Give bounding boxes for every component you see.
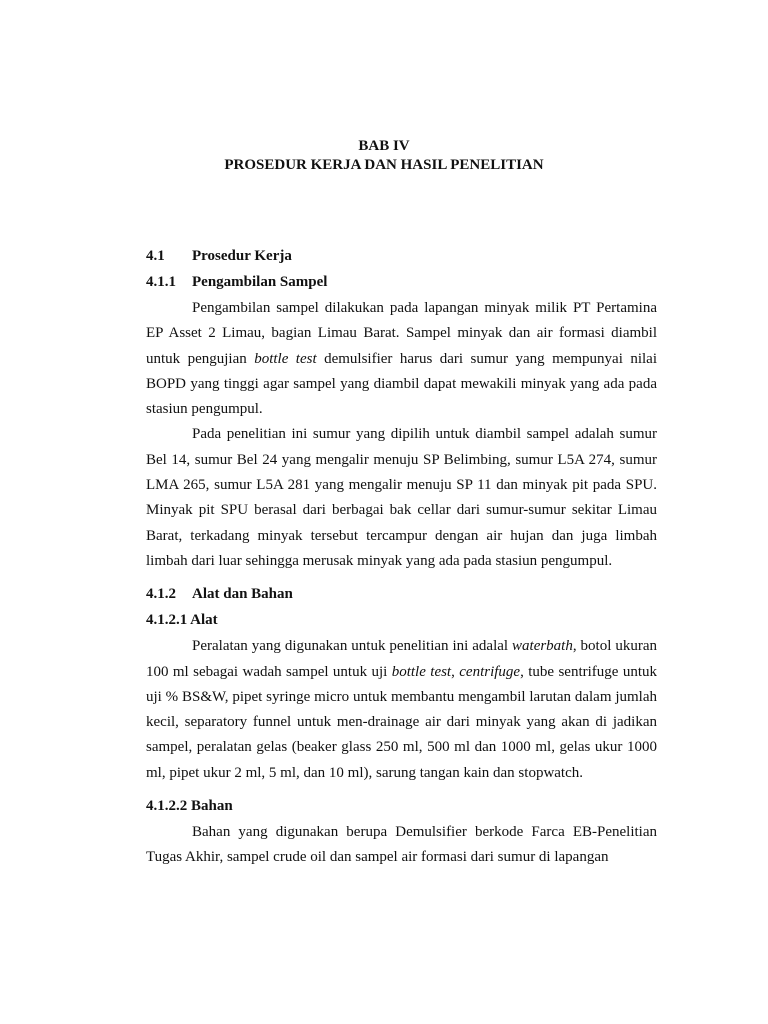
document-body: [146, 244, 657, 871]
paragraph-alat: [146, 634, 657, 786]
heading-number: 4.1: [146, 248, 165, 264]
text-run: , tube sentrifuge untuk uji % BS&W, pipet syringe micro untuk membantu mengambil larutan dalam jumlah kecil, separatory funnel untuk men-drainage air dari minyak yang akan di jadikan sampel, peralatan gelas (beaker glass 250 ml, 500 ml dan 1000 ml, gelas ukur 1000 ml, pipet ukur 2 ml, 5 ml, dan 10 ml), sarung tangan kain dan stopwatch.: [146, 663, 657, 781]
heading-4-1-1: [146, 270, 657, 294]
italic-term: waterbath: [512, 638, 573, 655]
text-run: ,: [451, 663, 460, 680]
italic-term: bottle test: [254, 350, 317, 367]
text-run: Pengambilan sampel dilakukan pada lapangan minyak milik PT Pertamina EP Asset 2 Limau, bagian Limau Barat. Sampel minyak dan air formasi diambil untuk pengujian: [146, 300, 657, 367]
italic-term: bottle test: [391, 663, 452, 680]
heading-text: Alat dan Bahan: [192, 586, 293, 603]
heading-4-1-2: [146, 582, 657, 606]
chapter-number: BAB IV: [358, 138, 410, 154]
text-run: demulsifier harus dari sumur yang mempunyai nilai BOPD yang tinggi agar sampel yang diambil dapat mewakili minyak yang ada pada stasiun pengumpul.: [146, 350, 657, 418]
chapter-heading: PROSEDUR KERJA DAN HASIL PENELITIAN: [224, 157, 544, 173]
paragraph-sampling-2: Pada penelitian ini sumur yang dipilih untuk diambil sampel adalah sumur Bel 14, sumur Bel 24 yang mengalir menuju SP Belimbing, sumur L5A 274, sumur LMA 265, sumur L5A 281 yang mengalir menuju SP 11 dan minyak pit pada SPU. Minyak pit SPU berasal dari berbagai bak cellar dari sumur-sumur sekitar Limau Barat, terkadang minyak tersebut tercampur dengan air hujan dan juga limbah limbah dari luar sehingga merusak minyak yang ada pada stasiun pengumpul.: [146, 426, 657, 569]
heading-number: 4.1.2: [146, 586, 176, 603]
chapter-title: [0, 137, 768, 175]
text-run: Peralatan yang digunakan untuk penelitian ini adalal: [192, 638, 513, 655]
heading-text: Pengambilan Sampel: [192, 274, 328, 290]
paragraph-bahan: Bahan yang digunakan berupa Demulsifier berkode Farca EB-Penelitian Tugas Akhir, sampel crude oil dan sampel air formasi dari sumur di lapangan: [146, 824, 657, 866]
text-run: , botol ukuran 100 ml sebagai wadah sampel untuk uji: [146, 638, 657, 680]
heading-text: Prosedur Kerja: [192, 248, 292, 264]
heading-number: 4.1.1: [146, 274, 176, 290]
italic-term: centrifuge: [459, 663, 521, 680]
heading-4-1-2-2: 4.1.2.2 Bahan: [146, 798, 233, 815]
paragraph-sampling-1: [146, 296, 657, 422]
heading-4-1: [146, 244, 657, 268]
heading-4-1-2-1: 4.1.2.1 Alat: [146, 612, 218, 629]
